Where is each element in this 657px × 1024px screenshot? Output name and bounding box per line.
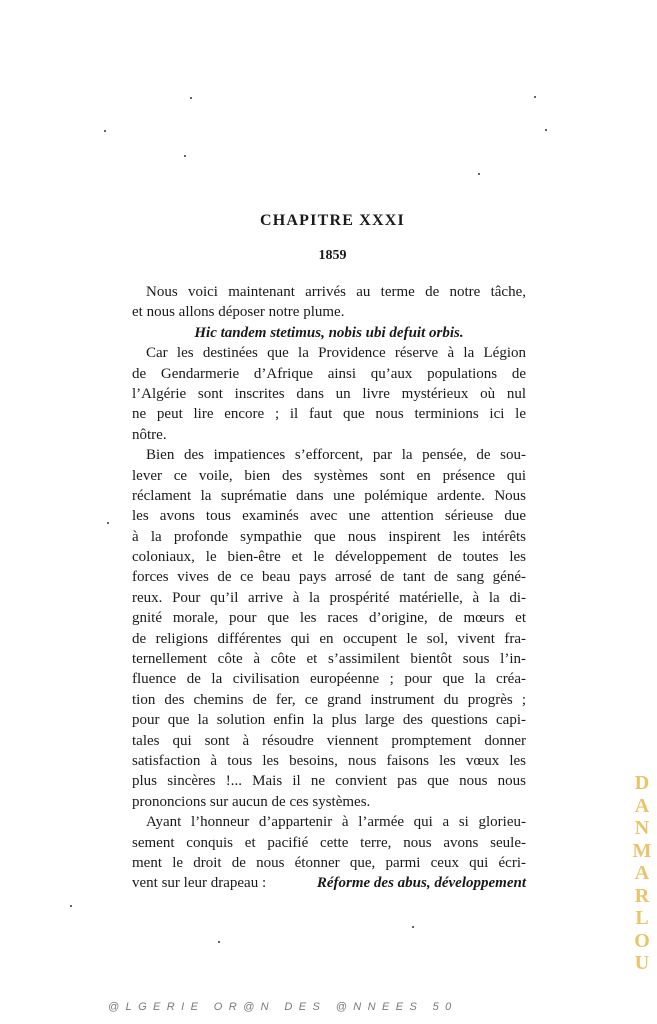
scan-speck bbox=[70, 905, 72, 907]
text-line: reux. Pour qu’il arrive à la prospérité matérielle, à la di- bbox=[132, 589, 526, 606]
text-line: de Gendarmerie d’Afrique ainsi qu’aux populations de bbox=[132, 365, 526, 382]
text-line: satisfaction à tous les besoins, nous faisons les vœux les bbox=[132, 752, 526, 769]
scan-speck bbox=[184, 155, 186, 157]
text-line: lever ce voile, bien des systèmes sont en présence qui bbox=[132, 467, 526, 484]
watermark-letter: M bbox=[632, 839, 652, 862]
scan-speck bbox=[478, 173, 480, 175]
watermark-letter: R bbox=[634, 884, 650, 907]
latin-quote: Hic tandem stetimus, nobis ubi defuit orbis. bbox=[194, 324, 464, 341]
chapter-year: 1859 bbox=[318, 248, 347, 263]
text-line: fluence de la civilisation européenne ; pour que la créa- bbox=[132, 671, 526, 688]
text-line: tion des chemins de fer, ce grand instrument du progrès ; bbox=[132, 691, 526, 708]
text-line: nôtre. bbox=[132, 426, 167, 443]
text-line: ment le droit de nous étonner que, parmi ceux qui écri- bbox=[132, 854, 526, 871]
watermark-letter: A bbox=[634, 794, 650, 817]
text-line: réclament la suprématie dans une polémique ardente. Nous bbox=[132, 487, 526, 504]
text-line-start: vent sur leur drapeau : bbox=[132, 875, 267, 892]
watermark-letter: N bbox=[634, 817, 650, 839]
scan-speck bbox=[412, 926, 414, 928]
text-line: coloniaux, le bien-être et le développement de toutes les bbox=[132, 549, 526, 566]
text-line: sement conquis et pacifié cette terre, nous avons seule- bbox=[132, 834, 526, 851]
scan-speck bbox=[534, 96, 536, 98]
text-line: Ayant l’honneur d’appartenir à l’armée qui a si glorieu- bbox=[146, 814, 526, 831]
text-line: Nous voici maintenant arrivés au terme de notre tâche, bbox=[146, 284, 526, 300]
chapter-title: CHAPITRE XXXI bbox=[260, 212, 405, 229]
watermark-letter: O bbox=[634, 929, 650, 952]
watermark-letter: D bbox=[634, 772, 650, 794]
footer-watermark: @LGERIE OR@N DES @NNEES 50 bbox=[108, 1001, 458, 1013]
scan-speck bbox=[104, 130, 106, 132]
text-line: l’Algérie sont inscrites dans un livre mystérieux où nul bbox=[132, 385, 526, 402]
scan-speck bbox=[107, 522, 109, 524]
scan-speck bbox=[218, 941, 220, 943]
watermark-letter: A bbox=[634, 862, 650, 884]
scan-speck bbox=[190, 97, 192, 99]
scan-speck bbox=[545, 129, 547, 131]
body-text bbox=[132, 282, 526, 894]
text-line: pour que la solution enfin la plus large des questions capi- bbox=[132, 712, 526, 729]
text-line: et nous allons déposer notre plume. bbox=[132, 304, 345, 321]
text-line: les avons tous examinés avec une attention sérieuse due bbox=[132, 508, 526, 525]
text-line: ne peut lire encore ; il faut que nous terminions ici le bbox=[132, 406, 526, 423]
text-line: tales qui sont à résoudre viennent promptement donner bbox=[132, 732, 526, 749]
text-line: gnité morale, pour que les races d’origine, de mœurs et bbox=[132, 610, 526, 627]
vertical-watermark bbox=[631, 772, 653, 975]
text-line: Bien des impatiences s’efforcent, par la pensée, de sou- bbox=[146, 447, 526, 464]
text-line: plus sincères !... Mais il ne convient pas que nous nous bbox=[132, 773, 526, 790]
text-line bbox=[132, 873, 526, 893]
text-line: ternellement côte à côte et s’assimilent bientôt sous l’in- bbox=[132, 651, 526, 668]
watermark-letter: U bbox=[634, 952, 650, 974]
text-line: Car les destinées que la Providence réserve à la Légion bbox=[146, 345, 526, 362]
text-line: forces vives de ce beau pays arrosé de tant de sang géné- bbox=[132, 569, 526, 586]
text-line: prononcions sur aucun de ces systèmes. bbox=[132, 793, 371, 810]
italic-phrase: Réforme des abus, développement bbox=[316, 875, 526, 892]
watermark-letter: L bbox=[635, 907, 649, 929]
text-line: à la profonde sympathie que nous inspirent les intérêts bbox=[132, 528, 526, 545]
text-line: de religions différentes qui en occupent le sol, vivent fra- bbox=[132, 630, 526, 647]
